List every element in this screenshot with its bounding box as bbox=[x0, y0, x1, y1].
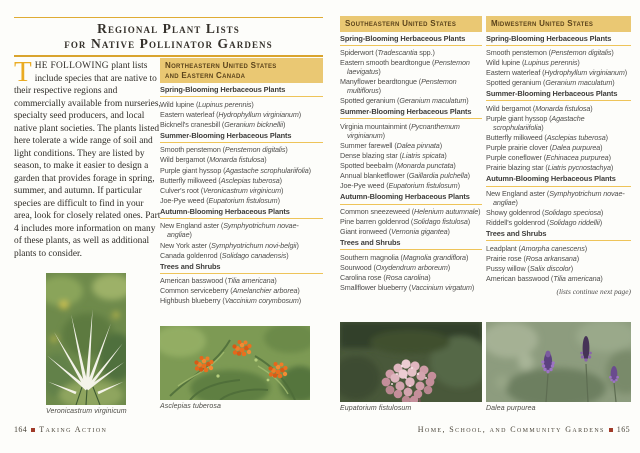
plant-item: Spotted beebalm (Monarda punctata) bbox=[340, 161, 456, 171]
intro-paragraph bbox=[14, 56, 161, 260]
plant-item: Pussy willow (Salix discolor) bbox=[486, 264, 573, 273]
plant-item: American basswood (Tilia americana) bbox=[160, 276, 277, 286]
plant-item: Leadplant (Amorpha canescens) bbox=[486, 243, 587, 253]
region-column-northeastern bbox=[160, 58, 323, 307]
right-footer-section: Home, School, and Community Gardens bbox=[417, 425, 605, 434]
plant-item: Smallflower blueberry (Vaccinium virgatum) bbox=[340, 283, 475, 293]
asclepias-photo-illustration bbox=[160, 326, 310, 400]
plant-item: Canada goldenrod (Solidago canadensis) bbox=[160, 250, 289, 260]
plant-item: Dense blazing star (Liatris spicata) bbox=[340, 151, 447, 161]
plant-item: Prairie blazing star (Liatris pycnostachya) bbox=[486, 163, 614, 173]
plant-item: Wild bergamot (Monarda fistulosa) bbox=[486, 103, 593, 113]
photo-dalea bbox=[486, 322, 631, 412]
plant-item: Summer farewell (Dalea pinnata) bbox=[340, 141, 442, 151]
plant-item: Culver's root (Veronicastrum virginicum) bbox=[160, 185, 284, 195]
section-heading: Summer-Blooming Herbaceous Plants bbox=[486, 90, 631, 101]
plant-item: New England aster (Symphyotrichum novae-angliae) bbox=[486, 189, 625, 208]
plant-item: Butterfly milkweed (Asclepias tuberosa) bbox=[486, 133, 608, 143]
region-header: Southeastern United States bbox=[340, 16, 482, 32]
region-column-southeastern bbox=[340, 16, 482, 293]
plant-item: Purple giant hyssop (Agastache scrophulariifolia) bbox=[486, 114, 585, 133]
photo-caption: Dalea purpurea bbox=[486, 405, 536, 412]
veronicastrum-photo-illustration bbox=[46, 273, 126, 405]
plant-item: Giant ironweed (Vernonia gigantea) bbox=[340, 227, 450, 237]
plant-item: Annual blanketflower (Gaillardia pulchella) bbox=[340, 171, 470, 181]
left-page-number: 164 bbox=[14, 425, 28, 434]
plant-item: Prairie rose (Rosa arkansana) bbox=[486, 253, 579, 263]
plant-item: Eastern waterleaf (Hydrophyllum virginianum) bbox=[160, 109, 302, 119]
plant-item: Sourwood (Oxydendrum arboreum) bbox=[340, 262, 451, 272]
footer-square-icon bbox=[31, 428, 35, 432]
plant-item: Wild lupine (Lupinus perennis) bbox=[486, 58, 580, 68]
page-title: Regional Plant Lists bbox=[97, 21, 240, 36]
plant-item: Purple giant hyssop (Agastache scrophulariifolia) bbox=[160, 165, 311, 175]
footer-square-icon bbox=[609, 428, 613, 432]
left-footer-section: Taking Action bbox=[39, 425, 108, 434]
plant-item: Smooth penstemon (Penstemon digitalis) bbox=[160, 145, 288, 155]
plant-item: American basswood (Tilia americana) bbox=[486, 274, 603, 284]
section-heading: Trees and Shrubs bbox=[340, 239, 482, 250]
intro-lead-caps: HE FOLLOWING bbox=[34, 61, 109, 71]
plant-item: Joe-Pye weed (Eupatorium fistulosum) bbox=[340, 181, 460, 191]
region-header: Northeastern United States and Eastern Canada bbox=[160, 58, 323, 83]
section-heading: Autumn-Blooming Herbaceous Plants bbox=[160, 208, 323, 219]
plant-item: Eastern smooth beardtongue (Penstemon laevigatus) bbox=[340, 58, 470, 77]
plant-item: Carolina rose (Rosa carolina) bbox=[340, 273, 431, 282]
plant-item: Common serviceberry (Amelanchier arborea) bbox=[160, 286, 300, 296]
plant-item: Spotted geranium (Geranium maculatum) bbox=[486, 78, 615, 88]
section-heading: Trees and Shrubs bbox=[486, 230, 631, 241]
plant-item: Showy goldenrod (Solidago speciosa) bbox=[486, 208, 604, 218]
section-heading: Autumn-Blooming Herbaceous Plants bbox=[486, 175, 631, 186]
right-page-footer bbox=[418, 425, 630, 434]
plant-item: Highbush blueberry (Vaccinium corymbosum) bbox=[160, 296, 302, 306]
photo-caption: Eupatorium fistulosum bbox=[340, 405, 412, 412]
plant-item: Pine barren goldenrod (Solidago fistulosa) bbox=[340, 217, 471, 227]
section-heading: Trees and Shrubs bbox=[160, 263, 323, 274]
plant-item: Bicknell's cranesbill (Geranium bicknellii) bbox=[160, 119, 286, 129]
section-heading: Summer-Blooming Herbaceous Plants bbox=[160, 132, 323, 143]
plant-item: Smooth penstemon (Penstemon digitalis) bbox=[486, 48, 614, 58]
plant-item: Butterfly milkweed (Asclepias tuberosa) bbox=[160, 175, 282, 185]
plant-item: Southern magnolia (Magnolia grandiflora) bbox=[340, 252, 469, 262]
plant-item: Eastern waterleaf (Hydrophyllum virginianum) bbox=[486, 68, 628, 78]
chapter-title-block bbox=[14, 17, 323, 57]
section-heading: Summer-Blooming Herbaceous Plants bbox=[340, 108, 482, 119]
continue-note: (lists continue next page) bbox=[556, 287, 631, 297]
plant-item: Manyflower beardtongue (Penstemon multiflorus) bbox=[340, 77, 457, 96]
dalea-photo-illustration bbox=[486, 322, 631, 402]
region-header: Midwestern United States bbox=[486, 16, 631, 32]
drop-cap: T bbox=[14, 56, 32, 88]
plant-item: Spotted geranium (Geranium maculatum) bbox=[340, 96, 469, 106]
plant-item: Wild lupine (Lupinus perennis) bbox=[160, 99, 254, 109]
plant-item: Riddell's goldenrod (Solidago riddellii) bbox=[486, 218, 603, 228]
plant-item: Common sneezeweed (Helenium autumnale) bbox=[340, 207, 481, 217]
page-title-line2: for Native Pollinator Gardens bbox=[64, 36, 273, 51]
plant-item: Spiderwort (Tradescantia spp.) bbox=[340, 48, 435, 58]
eupatorium-photo-illustration bbox=[340, 322, 482, 402]
plant-item: Joe-Pye weed (Eupatorium fistulosum) bbox=[160, 195, 280, 205]
intro-text: plant lists include species that are native to their respective regions and commercially available from nurseries, specialty seed producers, and local native plant societies. The plants listed here tolerate a wide range of soil and light conditions. They are listed by season, to make it easier to design a garden that provides forage in spring, summer, and autumn. If particular species are difficult to find in your area, look for closely related ones. Part 4 includes more information on many of these plants, as well as additional plants to consider. bbox=[14, 61, 161, 259]
photo-caption: Veronicastrum virginicum bbox=[46, 408, 127, 415]
plant-item: Virginia mountainmint (Pycnanthemum virginianum) bbox=[340, 121, 460, 140]
section-heading: Autumn-Blooming Herbaceous Plants bbox=[340, 193, 482, 204]
left-page-footer bbox=[14, 425, 107, 434]
plant-item: New England aster (Symphyotrichum novae-angliae) bbox=[160, 221, 299, 240]
section-heading: Spring-Blooming Herbaceous Plants bbox=[486, 35, 631, 46]
right-page-number: 165 bbox=[616, 425, 630, 434]
photo-veronicastrum bbox=[46, 273, 127, 415]
section-heading: Spring-Blooming Herbaceous Plants bbox=[160, 86, 323, 97]
plant-item: New York aster (Symphyotrichum novi-belgii) bbox=[160, 240, 299, 250]
plant-item: Purple prairie clover (Dalea purpurea) bbox=[486, 143, 603, 153]
section-heading: Spring-Blooming Herbaceous Plants bbox=[340, 35, 482, 46]
plant-item: Purple coneflower (Echinacea purpurea) bbox=[486, 153, 611, 163]
photo-caption: Asclepias tuberosa bbox=[160, 403, 221, 410]
region-column-midwestern bbox=[486, 16, 631, 296]
plant-item: Wild bergamot (Monarda fistulosa) bbox=[160, 155, 267, 165]
photo-eupatorium bbox=[340, 322, 482, 412]
photo-asclepias bbox=[160, 326, 310, 410]
